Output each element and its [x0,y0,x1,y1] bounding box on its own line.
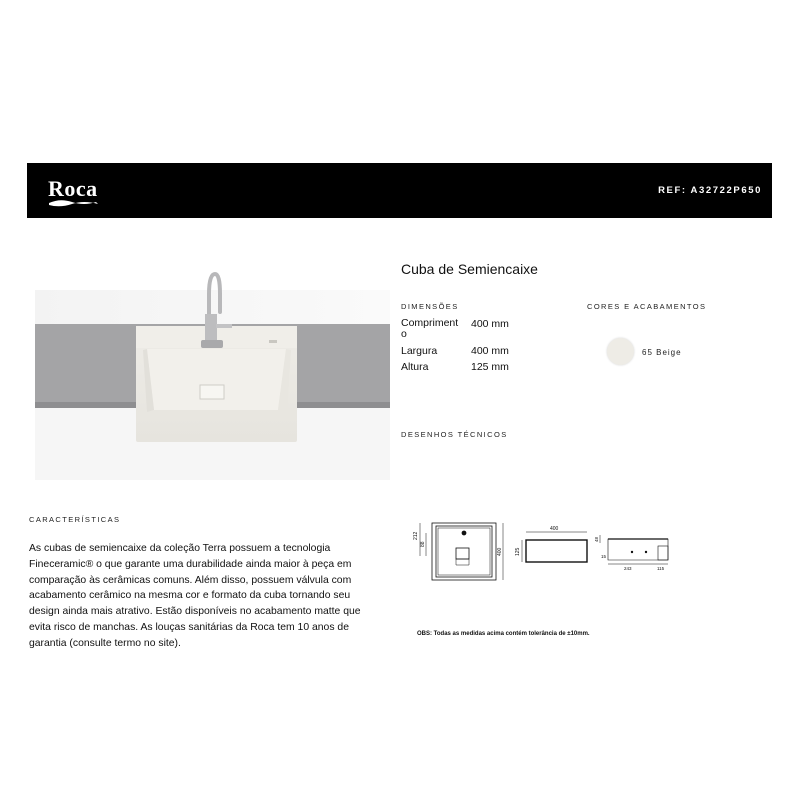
header-bar [27,163,772,218]
dim-125: 125 [515,547,521,556]
color-swatch-beige [607,338,634,365]
roca-logo [48,173,108,209]
features-text: As cubas de semiencaixe da coleção Terra possuem a tecnologia Fineceramic® o que garante uma durabilidade ainda maior à peça em comparação às cerâmicas comuns. Além disso, possuem válvula com acabamento cerâmico na mesma cor e formato da cuba tornando seu design ainda mais atrativo. Estão disponíveis no acabamento matte que evita risco de manchas. As louças sanitárias da Roca tem 10 anos de garantia (consulte termo no site). [29,543,361,649]
brand-name: Roca [48,176,98,201]
dimension-label-width: Largura [401,345,438,357]
dim-15: 15 [601,554,607,559]
dimensions-heading: DIMENSÕES [401,302,459,311]
dim-48: 48 [594,536,599,542]
dimension-value-width: 400 mm [471,345,509,357]
dim-243: 243 [624,566,632,571]
dimension-label-length-line1: Compriment [401,317,459,329]
ref-label: REF: [658,185,687,196]
reference-code [658,185,762,196]
dimension-label-length [401,318,458,340]
dimension-label-height: Altura [401,361,429,373]
side-view-drawing [522,532,587,562]
dimension-value-height: 125 mm [471,361,509,373]
dimension-label-length-line2: o [401,328,407,340]
color-label-beige: 65 Beige [642,348,682,357]
dim-400-side: 400 [497,547,503,556]
dim-212: 212 [413,531,419,540]
product-image [35,262,390,487]
product-title: Cuba de Semiencaixe [401,261,538,277]
technical-drawings [410,518,680,588]
dim-88: 88 [420,541,426,547]
top-view-drawing [420,523,503,580]
features-heading: CARACTERÍSTICAS [29,515,121,524]
section-view-drawing [600,535,668,564]
dim-400-top: 400 [550,526,559,532]
finishes-heading: CORES E ACABAMENTOS [587,302,707,311]
ref-code: A32722P650 [690,185,762,196]
dimension-value-length: 400 mm [471,318,509,330]
dim-115: 115 [657,566,665,571]
tolerance-note: OBS: Todas as medidas acima contém tolerância de ±10mm. [417,631,590,637]
drawings-heading: DESENHOS TÉCNICOS [401,430,508,439]
